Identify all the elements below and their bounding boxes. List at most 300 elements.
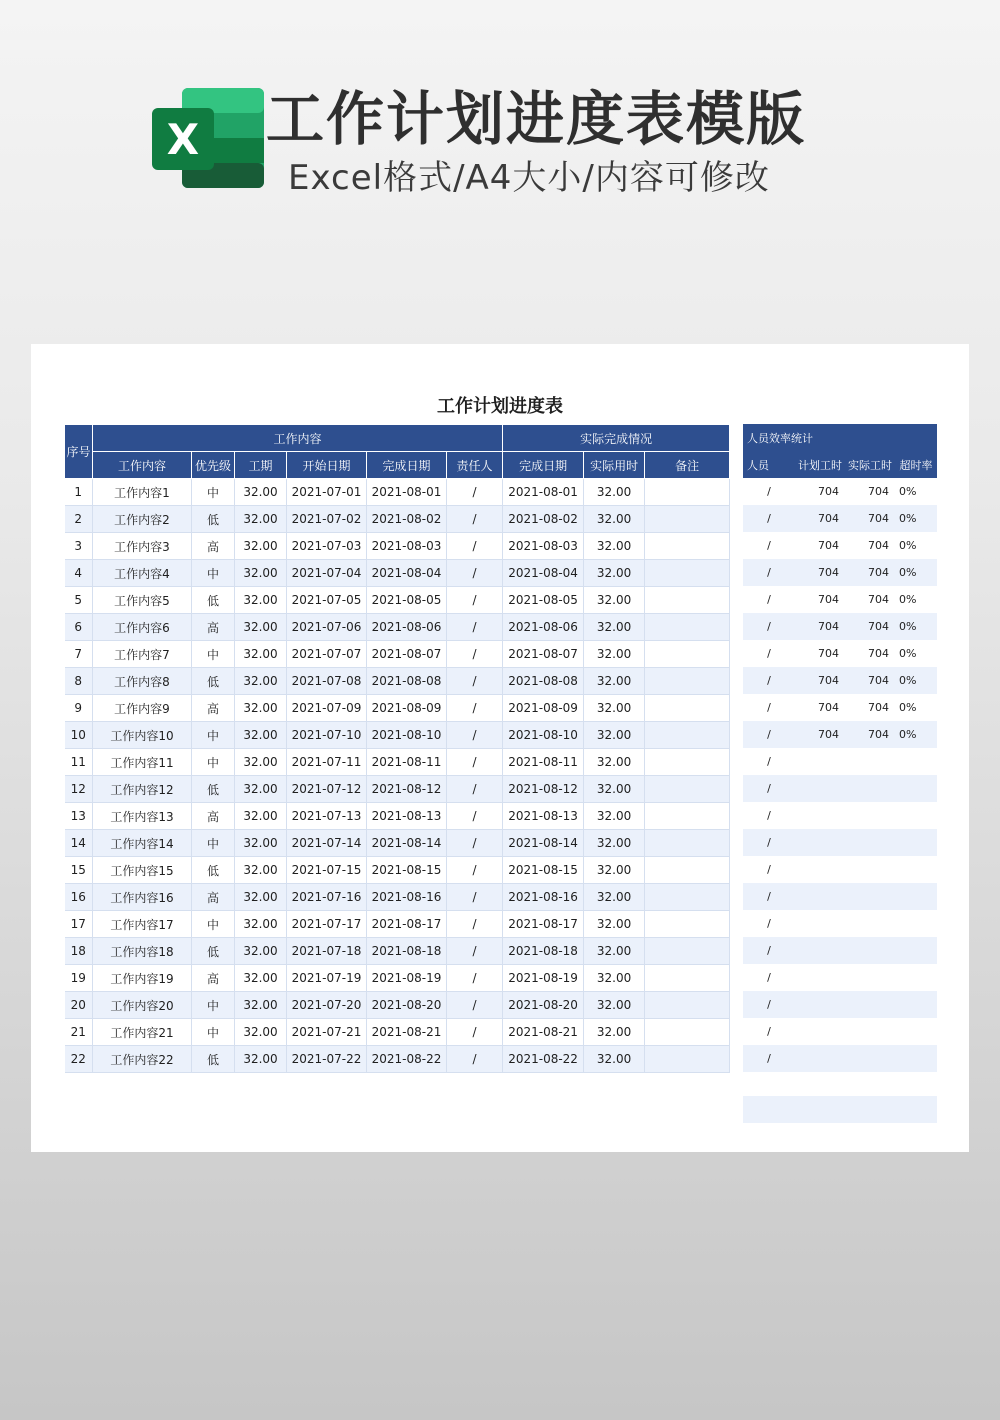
cell-content[interactable]: 工作内容10 [93, 722, 192, 749]
cell-seq[interactable]: 1 [65, 479, 93, 506]
cell-end-date[interactable]: 2021-08-03 [367, 533, 447, 560]
cell-seq[interactable]: 13 [65, 803, 93, 830]
cell-duration[interactable]: 32.00 [235, 722, 287, 749]
cell-priority[interactable]: 高 [192, 803, 235, 830]
cell-overtime-rate[interactable]: 0% [895, 505, 937, 532]
cell-start-date[interactable]: 2021-07-10 [287, 722, 367, 749]
cell-person[interactable]: / [743, 964, 795, 991]
cell-owner[interactable]: / [447, 614, 503, 641]
cell-priority[interactable]: 高 [192, 965, 235, 992]
cell-start-date[interactable]: 2021-07-19 [287, 965, 367, 992]
cell-actual-hours[interactable]: 32.00 [584, 695, 645, 722]
cell-owner[interactable]: / [447, 803, 503, 830]
cell-actual-hours[interactable]: 704 [845, 640, 895, 667]
cell-actual-hours[interactable] [845, 802, 895, 829]
cell-content[interactable]: 工作内容7 [93, 641, 192, 668]
cell-planned-hours[interactable]: 704 [795, 559, 845, 586]
cell-content[interactable]: 工作内容19 [93, 965, 192, 992]
cell-owner[interactable]: / [447, 830, 503, 857]
cell-actual-hours[interactable]: 704 [845, 505, 895, 532]
cell-person[interactable]: / [743, 1018, 795, 1045]
cell-overtime-rate[interactable] [895, 1018, 937, 1045]
cell-start-date[interactable]: 2021-07-02 [287, 506, 367, 533]
cell-seq[interactable]: 8 [65, 668, 93, 695]
cell-actual-end-date[interactable]: 2021-08-09 [503, 695, 584, 722]
cell-remarks[interactable] [645, 911, 730, 938]
cell-overtime-rate[interactable]: 0% [895, 613, 937, 640]
cell-seq[interactable]: 7 [65, 641, 93, 668]
cell-duration[interactable]: 32.00 [235, 776, 287, 803]
cell-start-date[interactable]: 2021-07-05 [287, 587, 367, 614]
cell-person[interactable]: / [743, 1045, 795, 1072]
cell-start-date[interactable]: 2021-07-09 [287, 695, 367, 722]
cell-duration[interactable]: 32.00 [235, 911, 287, 938]
cell-actual-end-date[interactable]: 2021-08-17 [503, 911, 584, 938]
cell-content[interactable]: 工作内容16 [93, 884, 192, 911]
cell-priority[interactable]: 中 [192, 560, 235, 587]
cell-remarks[interactable] [645, 614, 730, 641]
cell-start-date[interactable]: 2021-07-12 [287, 776, 367, 803]
cell-person[interactable]: / [743, 505, 795, 532]
cell-actual-hours[interactable]: 32.00 [584, 992, 645, 1019]
cell-person[interactable]: / [743, 721, 795, 748]
cell-remarks[interactable] [645, 506, 730, 533]
cell-end-date[interactable]: 2021-08-11 [367, 749, 447, 776]
cell-end-date[interactable]: 2021-08-21 [367, 1019, 447, 1046]
cell-actual-end-date[interactable]: 2021-08-08 [503, 668, 584, 695]
cell-start-date[interactable]: 2021-07-06 [287, 614, 367, 641]
cell-end-date[interactable]: 2021-08-08 [367, 668, 447, 695]
cell-actual-hours[interactable]: 32.00 [584, 1019, 645, 1046]
cell-remarks[interactable] [645, 587, 730, 614]
cell-seq[interactable]: 19 [65, 965, 93, 992]
cell-actual-end-date[interactable]: 2021-08-03 [503, 533, 584, 560]
cell-content[interactable]: 工作内容15 [93, 857, 192, 884]
cell-actual-hours[interactable]: 32.00 [584, 911, 645, 938]
cell-overtime-rate[interactable] [895, 991, 937, 1018]
cell-owner[interactable]: / [447, 992, 503, 1019]
cell-priority[interactable]: 中 [192, 911, 235, 938]
cell-actual-hours[interactable]: 32.00 [584, 533, 645, 560]
cell-person[interactable]: / [743, 559, 795, 586]
cell-planned-hours[interactable]: 704 [795, 667, 845, 694]
cell-actual-hours[interactable]: 32.00 [584, 938, 645, 965]
cell-duration[interactable]: 32.00 [235, 803, 287, 830]
cell-owner[interactable]: / [447, 668, 503, 695]
cell-actual-hours[interactable]: 32.00 [584, 641, 645, 668]
cell-actual-end-date[interactable]: 2021-08-02 [503, 506, 584, 533]
cell-content[interactable]: 工作内容3 [93, 533, 192, 560]
cell-content[interactable]: 工作内容11 [93, 749, 192, 776]
cell-content[interactable]: 工作内容14 [93, 830, 192, 857]
cell-seq[interactable]: 5 [65, 587, 93, 614]
cell-planned-hours[interactable] [795, 748, 845, 775]
cell-person[interactable]: / [743, 856, 795, 883]
cell-actual-hours[interactable] [845, 775, 895, 802]
cell-end-date[interactable]: 2021-08-16 [367, 884, 447, 911]
cell-overtime-rate[interactable]: 0% [895, 478, 937, 505]
cell-seq[interactable]: 21 [65, 1019, 93, 1046]
cell-start-date[interactable]: 2021-07-21 [287, 1019, 367, 1046]
cell-duration[interactable]: 32.00 [235, 992, 287, 1019]
cell-person[interactable]: / [743, 910, 795, 937]
cell-planned-hours[interactable] [795, 991, 845, 1018]
cell-remarks[interactable] [645, 533, 730, 560]
cell-planned-hours[interactable] [795, 964, 845, 991]
cell-person[interactable]: / [743, 883, 795, 910]
cell-overtime-rate[interactable] [895, 775, 937, 802]
cell-person[interactable]: / [743, 478, 795, 505]
cell-priority[interactable]: 低 [192, 1046, 235, 1073]
cell-remarks[interactable] [645, 560, 730, 587]
cell-priority[interactable]: 中 [192, 722, 235, 749]
cell-seq[interactable]: 14 [65, 830, 93, 857]
cell-person[interactable]: / [743, 532, 795, 559]
cell-planned-hours[interactable] [795, 1018, 845, 1045]
cell-end-date[interactable]: 2021-08-19 [367, 965, 447, 992]
cell-end-date[interactable]: 2021-08-12 [367, 776, 447, 803]
cell-seq[interactable]: 15 [65, 857, 93, 884]
cell-end-date[interactable]: 2021-08-04 [367, 560, 447, 587]
cell-end-date[interactable]: 2021-08-22 [367, 1046, 447, 1073]
cell-actual-hours[interactable] [845, 991, 895, 1018]
cell-end-date[interactable]: 2021-08-13 [367, 803, 447, 830]
cell-actual-hours[interactable] [845, 937, 895, 964]
cell-remarks[interactable] [645, 1019, 730, 1046]
cell-actual-hours[interactable] [845, 748, 895, 775]
cell-overtime-rate[interactable] [895, 910, 937, 937]
cell-actual-end-date[interactable]: 2021-08-05 [503, 587, 584, 614]
cell-actual-hours[interactable]: 32.00 [584, 722, 645, 749]
cell-seq[interactable]: 6 [65, 614, 93, 641]
cell-content[interactable]: 工作内容8 [93, 668, 192, 695]
cell-remarks[interactable] [645, 776, 730, 803]
cell-planned-hours[interactable]: 704 [795, 613, 845, 640]
cell-duration[interactable]: 32.00 [235, 614, 287, 641]
cell-planned-hours[interactable] [795, 829, 845, 856]
cell-seq[interactable]: 12 [65, 776, 93, 803]
cell-overtime-rate[interactable]: 0% [895, 721, 937, 748]
cell-duration[interactable]: 32.00 [235, 641, 287, 668]
cell-actual-end-date[interactable]: 2021-08-22 [503, 1046, 584, 1073]
cell-duration[interactable]: 32.00 [235, 668, 287, 695]
cell-person[interactable]: / [743, 694, 795, 721]
cell-owner[interactable]: / [447, 776, 503, 803]
cell-planned-hours[interactable] [795, 856, 845, 883]
cell-actual-hours[interactable]: 704 [845, 532, 895, 559]
cell-actual-hours[interactable]: 704 [845, 559, 895, 586]
cell-actual-hours[interactable]: 32.00 [584, 965, 645, 992]
cell-actual-hours[interactable] [845, 829, 895, 856]
cell-actual-end-date[interactable]: 2021-08-15 [503, 857, 584, 884]
cell-start-date[interactable]: 2021-07-17 [287, 911, 367, 938]
cell-person[interactable]: / [743, 613, 795, 640]
cell-remarks[interactable] [645, 1046, 730, 1073]
cell-start-date[interactable]: 2021-07-13 [287, 803, 367, 830]
cell-actual-end-date[interactable]: 2021-08-13 [503, 803, 584, 830]
cell-person[interactable]: / [743, 586, 795, 613]
cell-end-date[interactable]: 2021-08-14 [367, 830, 447, 857]
cell-duration[interactable]: 32.00 [235, 695, 287, 722]
cell-owner[interactable]: / [447, 857, 503, 884]
cell-planned-hours[interactable] [795, 910, 845, 937]
cell-end-date[interactable]: 2021-08-07 [367, 641, 447, 668]
cell-actual-hours[interactable]: 704 [845, 694, 895, 721]
cell-start-date[interactable]: 2021-07-08 [287, 668, 367, 695]
cell-owner[interactable]: / [447, 965, 503, 992]
cell-owner[interactable]: / [447, 911, 503, 938]
cell-duration[interactable]: 32.00 [235, 1019, 287, 1046]
cell-start-date[interactable]: 2021-07-16 [287, 884, 367, 911]
cell-person[interactable]: / [743, 667, 795, 694]
cell-owner[interactable]: / [447, 722, 503, 749]
cell-actual-hours[interactable]: 32.00 [584, 803, 645, 830]
cell-priority[interactable]: 中 [192, 641, 235, 668]
cell-actual-hours[interactable]: 32.00 [584, 1046, 645, 1073]
cell-actual-end-date[interactable]: 2021-08-14 [503, 830, 584, 857]
cell-overtime-rate[interactable]: 0% [895, 559, 937, 586]
cell-actual-hours[interactable]: 32.00 [584, 857, 645, 884]
cell-person[interactable]: / [743, 802, 795, 829]
cell-duration[interactable]: 32.00 [235, 749, 287, 776]
cell-overtime-rate[interactable]: 0% [895, 640, 937, 667]
cell-owner[interactable]: / [447, 533, 503, 560]
cell-start-date[interactable]: 2021-07-04 [287, 560, 367, 587]
cell-planned-hours[interactable]: 704 [795, 721, 845, 748]
cell-priority[interactable]: 低 [192, 668, 235, 695]
cell-actual-hours[interactable]: 32.00 [584, 749, 645, 776]
cell-end-date[interactable]: 2021-08-01 [367, 479, 447, 506]
cell-start-date[interactable]: 2021-07-11 [287, 749, 367, 776]
cell-planned-hours[interactable] [795, 937, 845, 964]
cell-remarks[interactable] [645, 884, 730, 911]
cell-actual-hours[interactable] [845, 910, 895, 937]
cell-planned-hours[interactable]: 704 [795, 586, 845, 613]
cell-owner[interactable]: / [447, 1046, 503, 1073]
cell-remarks[interactable] [645, 965, 730, 992]
cell-planned-hours[interactable]: 704 [795, 640, 845, 667]
cell-actual-hours[interactable]: 32.00 [584, 506, 645, 533]
cell-remarks[interactable] [645, 668, 730, 695]
cell-priority[interactable]: 高 [192, 533, 235, 560]
cell-seq[interactable]: 3 [65, 533, 93, 560]
cell-actual-hours[interactable] [845, 964, 895, 991]
cell-actual-end-date[interactable]: 2021-08-07 [503, 641, 584, 668]
cell-end-date[interactable]: 2021-08-05 [367, 587, 447, 614]
cell-duration[interactable]: 32.00 [235, 1046, 287, 1073]
cell-overtime-rate[interactable] [895, 856, 937, 883]
cell-actual-hours[interactable] [845, 1045, 895, 1072]
cell-start-date[interactable]: 2021-07-01 [287, 479, 367, 506]
cell-actual-hours[interactable]: 704 [845, 667, 895, 694]
cell-start-date[interactable]: 2021-07-20 [287, 992, 367, 1019]
cell-owner[interactable]: / [447, 749, 503, 776]
cell-end-date[interactable]: 2021-08-17 [367, 911, 447, 938]
cell-content[interactable]: 工作内容2 [93, 506, 192, 533]
cell-planned-hours[interactable]: 704 [795, 478, 845, 505]
cell-actual-hours[interactable]: 32.00 [584, 668, 645, 695]
cell-actual-end-date[interactable]: 2021-08-19 [503, 965, 584, 992]
cell-actual-hours[interactable]: 32.00 [584, 560, 645, 587]
cell-content[interactable]: 工作内容5 [93, 587, 192, 614]
cell-actual-hours[interactable]: 704 [845, 613, 895, 640]
cell-duration[interactable]: 32.00 [235, 506, 287, 533]
cell-remarks[interactable] [645, 641, 730, 668]
cell-priority[interactable]: 高 [192, 614, 235, 641]
cell-remarks[interactable] [645, 803, 730, 830]
cell-remarks[interactable] [645, 722, 730, 749]
cell-priority[interactable]: 低 [192, 587, 235, 614]
cell-duration[interactable]: 32.00 [235, 857, 287, 884]
cell-content[interactable]: 工作内容13 [93, 803, 192, 830]
cell-planned-hours[interactable]: 704 [795, 694, 845, 721]
cell-seq[interactable]: 22 [65, 1046, 93, 1073]
cell-actual-end-date[interactable]: 2021-08-01 [503, 479, 584, 506]
cell-content[interactable]: 工作内容17 [93, 911, 192, 938]
cell-overtime-rate[interactable]: 0% [895, 667, 937, 694]
cell-priority[interactable]: 中 [192, 830, 235, 857]
cell-overtime-rate[interactable] [895, 829, 937, 856]
cell-content[interactable]: 工作内容9 [93, 695, 192, 722]
cell-actual-hours[interactable] [845, 856, 895, 883]
cell-end-date[interactable]: 2021-08-15 [367, 857, 447, 884]
cell-planned-hours[interactable] [795, 775, 845, 802]
cell-actual-hours[interactable]: 32.00 [584, 776, 645, 803]
cell-start-date[interactable]: 2021-07-15 [287, 857, 367, 884]
cell-actual-end-date[interactable]: 2021-08-21 [503, 1019, 584, 1046]
cell-end-date[interactable]: 2021-08-18 [367, 938, 447, 965]
cell-end-date[interactable]: 2021-08-10 [367, 722, 447, 749]
cell-actual-hours[interactable]: 32.00 [584, 830, 645, 857]
cell-start-date[interactable]: 2021-07-07 [287, 641, 367, 668]
cell-end-date[interactable]: 2021-08-20 [367, 992, 447, 1019]
cell-actual-end-date[interactable]: 2021-08-16 [503, 884, 584, 911]
cell-priority[interactable]: 低 [192, 938, 235, 965]
cell-remarks[interactable] [645, 830, 730, 857]
cell-seq[interactable]: 4 [65, 560, 93, 587]
cell-actual-end-date[interactable]: 2021-08-04 [503, 560, 584, 587]
cell-content[interactable]: 工作内容6 [93, 614, 192, 641]
cell-overtime-rate[interactable] [895, 748, 937, 775]
cell-duration[interactable]: 32.00 [235, 533, 287, 560]
cell-owner[interactable]: / [447, 506, 503, 533]
cell-person[interactable]: / [743, 991, 795, 1018]
cell-content[interactable]: 工作内容12 [93, 776, 192, 803]
cell-remarks[interactable] [645, 479, 730, 506]
cell-start-date[interactable]: 2021-07-18 [287, 938, 367, 965]
cell-end-date[interactable]: 2021-08-09 [367, 695, 447, 722]
cell-remarks[interactable] [645, 992, 730, 1019]
cell-seq[interactable]: 20 [65, 992, 93, 1019]
cell-content[interactable]: 工作内容1 [93, 479, 192, 506]
cell-owner[interactable]: / [447, 695, 503, 722]
cell-priority[interactable]: 高 [192, 695, 235, 722]
cell-duration[interactable]: 32.00 [235, 479, 287, 506]
cell-duration[interactable]: 32.00 [235, 830, 287, 857]
cell-person[interactable]: / [743, 775, 795, 802]
cell-actual-end-date[interactable]: 2021-08-20 [503, 992, 584, 1019]
cell-planned-hours[interactable]: 704 [795, 505, 845, 532]
cell-overtime-rate[interactable] [895, 1045, 937, 1072]
cell-actual-end-date[interactable]: 2021-08-12 [503, 776, 584, 803]
cell-owner[interactable]: / [447, 587, 503, 614]
cell-start-date[interactable]: 2021-07-03 [287, 533, 367, 560]
cell-person[interactable]: / [743, 640, 795, 667]
cell-planned-hours[interactable]: 704 [795, 532, 845, 559]
cell-seq[interactable]: 10 [65, 722, 93, 749]
cell-owner[interactable]: / [447, 884, 503, 911]
cell-actual-hours[interactable]: 704 [845, 586, 895, 613]
cell-seq[interactable]: 18 [65, 938, 93, 965]
cell-person[interactable]: / [743, 937, 795, 964]
cell-overtime-rate[interactable]: 0% [895, 532, 937, 559]
cell-end-date[interactable]: 2021-08-02 [367, 506, 447, 533]
cell-actual-hours[interactable]: 704 [845, 478, 895, 505]
cell-owner[interactable]: / [447, 560, 503, 587]
cell-overtime-rate[interactable]: 0% [895, 694, 937, 721]
cell-owner[interactable]: / [447, 479, 503, 506]
cell-planned-hours[interactable] [795, 1045, 845, 1072]
cell-person[interactable]: / [743, 748, 795, 775]
cell-actual-hours[interactable]: 32.00 [584, 479, 645, 506]
cell-seq[interactable]: 16 [65, 884, 93, 911]
cell-actual-end-date[interactable]: 2021-08-18 [503, 938, 584, 965]
cell-content[interactable]: 工作内容21 [93, 1019, 192, 1046]
cell-content[interactable]: 工作内容18 [93, 938, 192, 965]
cell-content[interactable]: 工作内容22 [93, 1046, 192, 1073]
cell-priority[interactable]: 中 [192, 1019, 235, 1046]
cell-priority[interactable]: 高 [192, 884, 235, 911]
cell-priority[interactable]: 中 [192, 479, 235, 506]
cell-remarks[interactable] [645, 749, 730, 776]
cell-overtime-rate[interactable] [895, 937, 937, 964]
cell-priority[interactable]: 低 [192, 857, 235, 884]
cell-person[interactable]: / [743, 829, 795, 856]
cell-owner[interactable]: / [447, 938, 503, 965]
cell-seq[interactable]: 11 [65, 749, 93, 776]
cell-actual-hours[interactable]: 32.00 [584, 884, 645, 911]
cell-actual-hours[interactable]: 32.00 [584, 587, 645, 614]
cell-duration[interactable]: 32.00 [235, 560, 287, 587]
cell-planned-hours[interactable] [795, 883, 845, 910]
cell-overtime-rate[interactable] [895, 964, 937, 991]
cell-duration[interactable]: 32.00 [235, 587, 287, 614]
cell-planned-hours[interactable] [795, 802, 845, 829]
cell-remarks[interactable] [645, 695, 730, 722]
cell-seq[interactable]: 2 [65, 506, 93, 533]
cell-overtime-rate[interactable] [895, 883, 937, 910]
cell-end-date[interactable]: 2021-08-06 [367, 614, 447, 641]
cell-actual-end-date[interactable]: 2021-08-06 [503, 614, 584, 641]
cell-priority[interactable]: 低 [192, 776, 235, 803]
cell-duration[interactable]: 32.00 [235, 965, 287, 992]
cell-start-date[interactable]: 2021-07-14 [287, 830, 367, 857]
cell-actual-hours[interactable]: 32.00 [584, 614, 645, 641]
cell-overtime-rate[interactable]: 0% [895, 586, 937, 613]
cell-actual-hours[interactable]: 704 [845, 721, 895, 748]
cell-priority[interactable]: 中 [192, 992, 235, 1019]
cell-seq[interactable]: 17 [65, 911, 93, 938]
cell-owner[interactable]: / [447, 641, 503, 668]
cell-content[interactable]: 工作内容20 [93, 992, 192, 1019]
cell-priority[interactable]: 低 [192, 506, 235, 533]
cell-duration[interactable]: 32.00 [235, 938, 287, 965]
cell-remarks[interactable] [645, 857, 730, 884]
cell-overtime-rate[interactable] [895, 802, 937, 829]
cell-actual-hours[interactable] [845, 1018, 895, 1045]
cell-content[interactable]: 工作内容4 [93, 560, 192, 587]
cell-actual-end-date[interactable]: 2021-08-10 [503, 722, 584, 749]
